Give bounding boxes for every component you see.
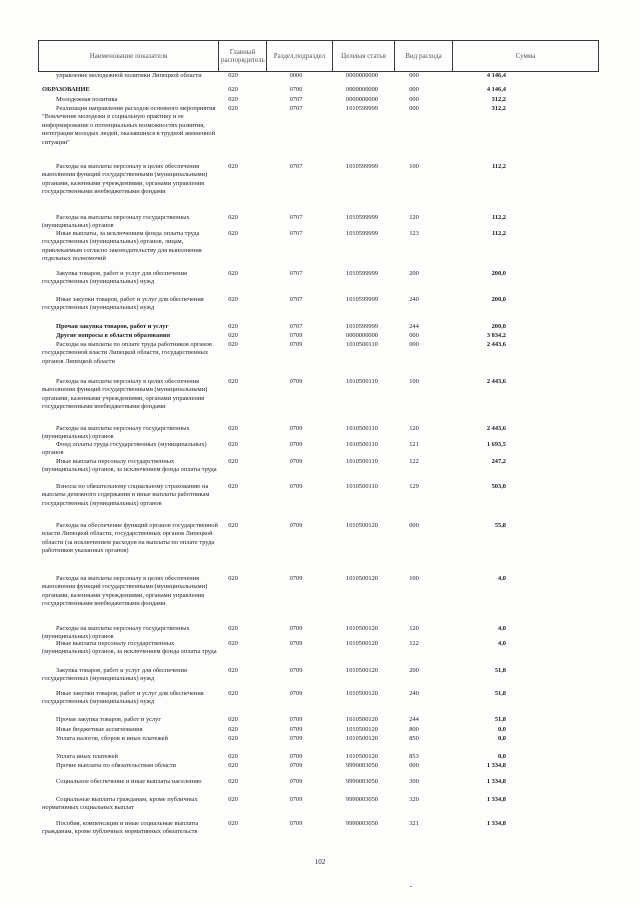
- row-sum: 247,2: [491, 458, 506, 465]
- row-glava: 020: [228, 270, 238, 277]
- row-name: Иные бюджетные ассигнования: [56, 726, 143, 733]
- row-glava: 020: [228, 753, 238, 760]
- row-vr: 120: [409, 214, 419, 221]
- row-sum: 4 146,4: [486, 86, 506, 93]
- row-razdel: 0709: [289, 778, 303, 785]
- row-sum: 51,8: [494, 690, 506, 697]
- row-name: Другие вопросы в области образования: [56, 332, 171, 339]
- row-cst: 1010500120: [346, 690, 378, 697]
- row-cst: 1010500110: [346, 441, 378, 448]
- row-sum: 2 443,6: [486, 341, 506, 348]
- row-name: ОБРАЗОВАНИЕ: [42, 86, 90, 93]
- row-glava: 020: [228, 796, 238, 803]
- row-vr: 000: [409, 72, 419, 79]
- row-sum: 51,8: [494, 716, 506, 723]
- row-cst: 1010500110: [346, 458, 378, 465]
- row-vr: 853: [409, 753, 419, 760]
- row-glava: 020: [228, 323, 238, 330]
- row-cst: 1010500120: [346, 522, 378, 529]
- row-razdel: 0709: [289, 796, 303, 803]
- row-name: Расходы на обеспечение функций органов государственной власти Липецкой области, государственных органов Липецкой области (за исключением расходов на выплаты по оплате труда работников указанных органов): [42, 522, 218, 555]
- row-razdel: 0700: [289, 86, 303, 93]
- row-sum: 0,0: [498, 735, 506, 742]
- table-header: [38, 40, 599, 72]
- row-name: управление молодежной политики Липецкой области: [56, 72, 202, 79]
- row-sum: 0,0: [498, 726, 506, 733]
- row-razdel: 0709: [289, 762, 303, 769]
- row-name: Уплата иных платежей: [56, 753, 118, 760]
- row-cst: 0000000000: [346, 72, 378, 79]
- row-glava: 020: [228, 425, 238, 432]
- row-glava: 020: [228, 458, 238, 465]
- row-vr: 121: [409, 441, 419, 448]
- row-name: Иные выплаты, за исключением фонда оплаты труда государственных (муниципальных) органов, лицам, привлекаемым согласно законодательству для выполнения отдельных полномочий: [42, 230, 202, 263]
- row-name: Прочая закупка товаров, работ и услуг: [56, 716, 161, 723]
- row-name: Иные выплаты персоналу государственных (муниципальных) органов, за исключением фонда оплаты труда: [42, 458, 217, 474]
- row-vr: 000: [409, 522, 419, 529]
- row-cst: 1010599999: [346, 105, 378, 112]
- row-glava: 020: [228, 690, 238, 697]
- row-glava: 020: [228, 72, 238, 79]
- row-cst: 1010500120: [346, 753, 378, 760]
- row-cst: 1010500120: [346, 667, 378, 674]
- row-glava: 020: [228, 625, 238, 632]
- row-sum: 3 834,2: [486, 332, 506, 339]
- row-glava: 020: [228, 441, 238, 448]
- row-name: Расходы на выплаты персоналу в целях обеспечения выполнения функций государственными (муниципальными) органами, казенными учреждениями, органами управления государственными внебюджетными фондами: [42, 575, 208, 608]
- row-name: Расходы на выплаты персоналу государственных (муниципальных) органов: [42, 425, 190, 441]
- row-razdel: 0709: [289, 378, 303, 385]
- row-razdel: 0709: [289, 341, 303, 348]
- row-sum: 112,2: [491, 163, 506, 170]
- row-vr: 244: [409, 323, 419, 330]
- row-razdel: 0707: [289, 105, 303, 112]
- row-cst: 1010500120: [346, 716, 378, 723]
- row-vr: 240: [409, 296, 419, 303]
- row-razdel: 0709: [289, 522, 303, 529]
- row-sum: 112,2: [491, 230, 506, 237]
- row-glava: 020: [228, 86, 238, 93]
- row-cst: 1010500120: [346, 735, 378, 742]
- row-vr: 123: [409, 230, 419, 237]
- row-glava: 020: [228, 522, 238, 529]
- row-vr: 244: [409, 716, 419, 723]
- row-razdel: 0707: [289, 230, 303, 237]
- row-razdel: 0709: [289, 425, 303, 432]
- row-glava: 020: [228, 640, 238, 647]
- row-cst: 9990003050: [346, 820, 378, 827]
- row-name: Иные выплаты персоналу государственных (муниципальных) органов, за исключением фонда оплаты труда: [42, 640, 217, 656]
- row-sum: 1 693,5: [486, 441, 506, 448]
- row-vr: 120: [409, 625, 419, 632]
- row-glava: 020: [228, 378, 238, 385]
- row-sum: 200,0: [491, 270, 506, 277]
- row-name: Иные закупки товаров, работ и услуг для обеспечения государственных (муниципальных) нужд: [42, 690, 204, 706]
- row-name: Фонд оплаты труда государственных (муниципальных) органов: [42, 441, 207, 457]
- row-vr: 000: [409, 96, 419, 103]
- row-razdel: 0709: [289, 458, 303, 465]
- row-sum: 200,0: [491, 323, 506, 330]
- row-razdel: 0000: [289, 72, 303, 79]
- header-name: Наименование показателя: [39, 41, 219, 72]
- row-name: Взносы по обязательному социальному страхованию на выплаты денежного содержания и иные выплаты работникам государственных (муниципальных) органов: [42, 483, 210, 507]
- row-razdel: 0709: [289, 625, 303, 632]
- row-sum: 312,2: [491, 105, 506, 112]
- row-name: Социальное обеспечение и иные выплаты населению: [56, 778, 202, 785]
- row-vr: 129: [409, 483, 419, 490]
- row-glava: 020: [228, 214, 238, 221]
- row-razdel: 0709: [289, 753, 303, 760]
- row-razdel: 0709: [289, 726, 303, 733]
- row-cst: 1010599999: [346, 270, 378, 277]
- row-glava: 020: [228, 96, 238, 103]
- row-sum: 503,0: [491, 483, 506, 490]
- row-razdel: 0707: [289, 214, 303, 221]
- row-sum: 4,0: [498, 575, 506, 582]
- row-sum: 0,0: [498, 753, 506, 760]
- row-sum: 4,0: [498, 625, 506, 632]
- row-cst: 1010500110: [346, 341, 378, 348]
- row-razdel: 0707: [289, 323, 303, 330]
- row-glava: 020: [228, 341, 238, 348]
- row-glava: 020: [228, 230, 238, 237]
- row-vr: 321: [409, 820, 419, 827]
- row-razdel: 0709: [289, 575, 303, 582]
- row-razdel: 0707: [289, 96, 303, 103]
- row-cst: 1010500120: [346, 640, 378, 647]
- row-glava: 020: [228, 778, 238, 785]
- row-sum: 1 334,8: [486, 820, 506, 827]
- row-name: Расходы на выплаты персоналу государственных (муниципальных) органов: [42, 625, 190, 641]
- row-razdel: 0709: [289, 332, 303, 339]
- row-name: Реализация направления расходов основного мероприятия "Вовлечение молодежи в социальную практику и ее информирование о потенциальных возможностях развития, интеграция молодых людей, оказавшихся в трудной жизненной ситуации": [42, 105, 216, 146]
- row-name: Расходы на выплаты персоналу в целях обеспечения выполнения функций государственными (муниципальными) органами, казенными учреждениями, органами управления государственными внебюджетными фондами: [42, 378, 208, 411]
- row-cst: 0000000000: [346, 86, 378, 93]
- row-name: Уплата налогов, сборов и иных платежей: [56, 735, 168, 742]
- row-glava: 020: [228, 332, 238, 339]
- row-cst: 1010500120: [346, 575, 378, 582]
- row-sum: 4,0: [498, 640, 506, 647]
- header-razdel: Раздел,подраздел: [267, 41, 333, 72]
- row-vr: 200: [409, 270, 419, 277]
- row-cst: 0000000000: [346, 96, 378, 103]
- row-vr: 300: [409, 778, 419, 785]
- row-name: Прочая закупка товаров, работ и услуг: [56, 323, 169, 330]
- row-name: Социальные выплаты гражданам, кроме публичных нормативных социальных выплат: [42, 796, 198, 812]
- row-name: Расходы на выплаты по оплате труда работников органов государственной власти Липецкой области, государственных органов Липецкой области: [42, 341, 212, 365]
- row-vr: 000: [409, 341, 419, 348]
- row-vr: 000: [409, 86, 419, 93]
- row-glava: 020: [228, 667, 238, 674]
- row-razdel: 0709: [289, 441, 303, 448]
- row-vr: 120: [409, 425, 419, 432]
- row-sum: 51,8: [494, 667, 506, 674]
- row-razdel: 0709: [289, 640, 303, 647]
- row-glava: 020: [228, 105, 238, 112]
- row-glava: 020: [228, 820, 238, 827]
- row-sum: 1 334,8: [486, 778, 506, 785]
- row-name: Закупка товаров, работ и услуг для обеспечения государственных (муниципальных) нужд: [42, 270, 187, 286]
- row-sum: 2 443,6: [486, 425, 506, 432]
- row-vr: 850: [409, 735, 419, 742]
- header-vr: Вид расхода: [395, 41, 453, 72]
- row-vr: 240: [409, 690, 419, 697]
- row-vr: 100: [409, 378, 419, 385]
- row-glava: 020: [228, 575, 238, 582]
- row-name: Расходы на выплаты персоналу государственных (муниципальных) органов: [42, 214, 190, 230]
- row-name: Прочие выплаты по обязательствам области: [56, 762, 176, 769]
- row-vr: 100: [409, 575, 419, 582]
- row-glava: 020: [228, 726, 238, 733]
- row-sum: 2 443,6: [486, 378, 506, 385]
- row-glava: 020: [228, 483, 238, 490]
- row-glava: 020: [228, 296, 238, 303]
- header-glava: Главный распорядитель: [219, 41, 267, 72]
- scan-speck: [410, 886, 412, 887]
- row-name: Закупка товаров, работ и услуг для обеспечения государственных (муниципальных) нужд: [42, 667, 187, 683]
- budget-table: [38, 40, 598, 836]
- row-razdel: 0709: [289, 483, 303, 490]
- row-cst: 1010500110: [346, 425, 378, 432]
- page-number: 102: [314, 858, 326, 866]
- row-razdel: 0709: [289, 690, 303, 697]
- row-razdel: 0709: [289, 716, 303, 723]
- row-sum: 312,2: [491, 96, 506, 103]
- row-cst: 1010599999: [346, 163, 378, 170]
- row-cst: 1010599999: [346, 230, 378, 237]
- row-glava: 020: [228, 762, 238, 769]
- row-vr: 200: [409, 667, 419, 674]
- row-sum: 1 334,8: [486, 762, 506, 769]
- row-cst: 0000000000: [346, 332, 378, 339]
- row-name: Молодежная политика: [56, 96, 118, 103]
- row-vr: 320: [409, 796, 419, 803]
- row-sum: 1 334,8: [486, 796, 506, 803]
- row-cst: 1010599999: [346, 214, 378, 221]
- row-cst: 1010500120: [346, 726, 378, 733]
- row-name: Пособия, компенсации и иные социальные выплаты гражданам, кроме публичных нормативных обязательств: [42, 820, 199, 836]
- row-vr: 000: [409, 332, 419, 339]
- row-razdel: 0707: [289, 270, 303, 277]
- row-razdel: 0707: [289, 163, 303, 170]
- row-razdel: 0709: [289, 667, 303, 674]
- row-vr: 000: [409, 762, 419, 769]
- row-vr: 800: [409, 726, 419, 733]
- header-sum: Сумма: [453, 41, 599, 72]
- row-razdel: 0709: [289, 735, 303, 742]
- row-cst: 1010500110: [346, 483, 378, 490]
- row-name: Иные закупки товаров, работ и услуг для обеспечения государственных (муниципальных) нужд: [42, 296, 204, 312]
- row-cst: 9990003050: [346, 778, 378, 785]
- row-vr: 122: [409, 458, 419, 465]
- row-glava: 020: [228, 163, 238, 170]
- row-vr: 000: [409, 105, 419, 112]
- row-name: Расходы на выплаты персоналу в целях обеспечения выполнения функций государственными (муниципальными) органами, казенными учреждениями, органами управления государственными внебюджетными фондами: [42, 163, 208, 196]
- row-cst: 1010500120: [346, 625, 378, 632]
- header-cst: Целевая статья: [333, 41, 395, 72]
- row-razdel: 0707: [289, 296, 303, 303]
- row-glava: 020: [228, 716, 238, 723]
- row-sum: 4 146,4: [486, 72, 506, 79]
- row-vr: 100: [409, 163, 419, 170]
- row-cst: 1010599999: [346, 296, 378, 303]
- row-sum: 200,0: [491, 296, 506, 303]
- row-sum: 55,8: [494, 522, 506, 529]
- row-cst: 9990003050: [346, 796, 378, 803]
- row-cst: 9990003050: [346, 762, 378, 769]
- row-vr: 122: [409, 640, 419, 647]
- row-cst: 1010599999: [346, 323, 378, 330]
- row-glava: 020: [228, 735, 238, 742]
- row-razdel: 0709: [289, 820, 303, 827]
- row-cst: 1010500110: [346, 378, 378, 385]
- row-sum: 112,2: [491, 214, 506, 221]
